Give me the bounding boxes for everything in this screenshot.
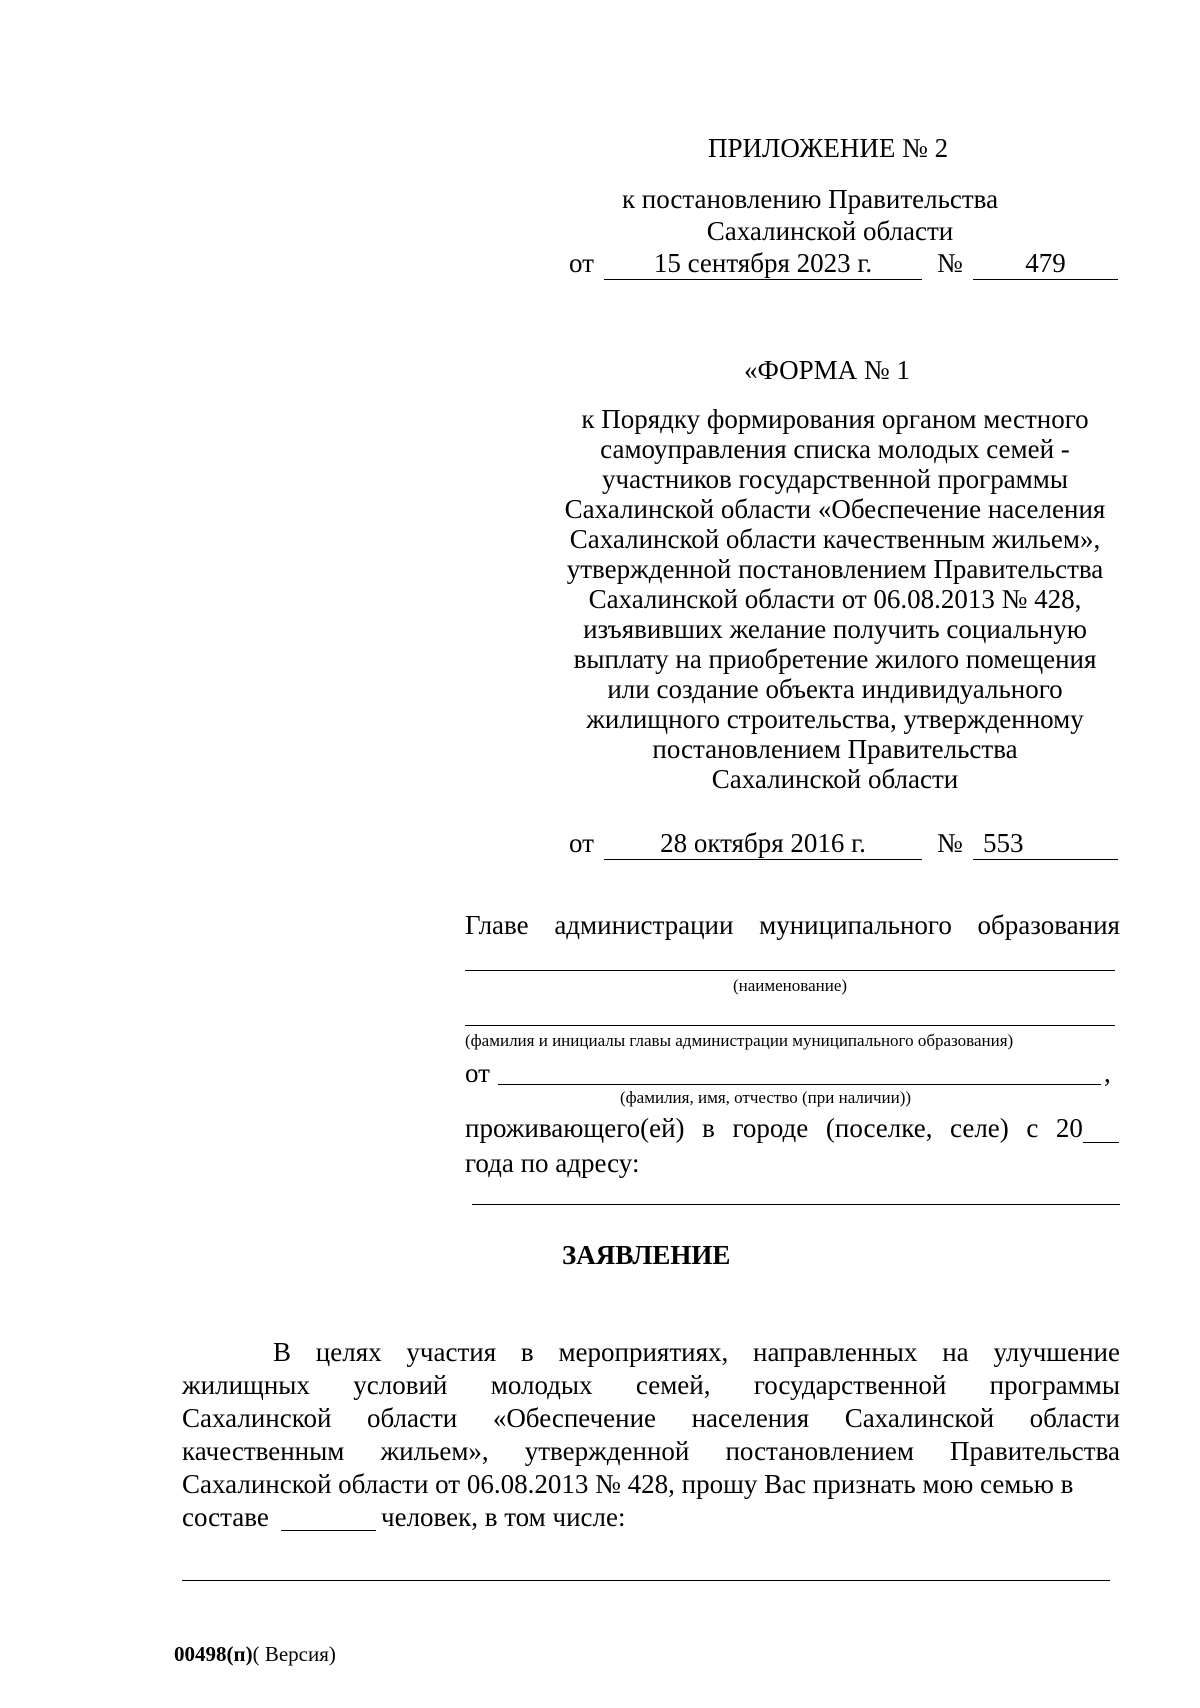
appendix-title: ПРИЛОЖЕНИЕ № 2 — [708, 133, 949, 163]
addressee-line-1 — [465, 910, 1120, 940]
document-code: 00498(п) — [174, 1642, 253, 1666]
paragraph-word: целях — [315, 1337, 382, 1367]
paragraph-word: семей, — [635, 1370, 711, 1400]
paragraph-word: программы — [989, 1370, 1120, 1400]
paragraph-line-6b: человек, в том числе: — [381, 1502, 626, 1532]
paragraph-word: Сахалинской — [182, 1403, 332, 1433]
form-description-line: Сахалинской области — [711, 764, 959, 794]
paragraph-word: направленных — [753, 1337, 918, 1367]
paragraph-word: области — [1029, 1403, 1120, 1433]
form-from-label: от — [569, 828, 594, 858]
form-description-line: Сахалинской области качественным жильем», — [569, 524, 1101, 554]
applicant-from-label: от — [465, 1058, 490, 1088]
header-date-underline — [604, 279, 922, 280]
addressee-word: администрации — [554, 910, 734, 940]
document-footer — [174, 1642, 336, 1666]
paragraph-word: утвержденной — [524, 1436, 690, 1466]
caption-name: (наименование) — [732, 976, 848, 995]
to-decree-line-2: Сахалинской области — [706, 216, 954, 246]
paragraph-word: государственной — [753, 1370, 947, 1400]
document-version: ( Версия) — [252, 1642, 336, 1666]
family-size-field[interactable] — [281, 1530, 376, 1531]
header-number-value: 479 — [1025, 248, 1066, 278]
form-description-line: изъявивших желание получить социальную — [583, 614, 1087, 644]
paragraph-word: постановлением — [725, 1436, 914, 1466]
head-of-administration-field[interactable] — [465, 1025, 1115, 1026]
paragraph-word: в — [520, 1337, 534, 1367]
form-number-label: № — [937, 828, 963, 858]
applicant-fio-field[interactable] — [498, 1084, 1101, 1085]
caption-head: (фамилия и инициалы главы администрации муниципального образования) — [465, 1031, 1014, 1050]
residence-line-2: года по адресу: — [465, 1148, 640, 1178]
residence-word: проживающего(ей) — [465, 1113, 685, 1143]
paragraph-word: «Обеспечение — [492, 1403, 657, 1433]
paragraph-word: условий — [353, 1370, 448, 1400]
residence-word: городе — [732, 1113, 809, 1143]
paragraph-word: на — [942, 1337, 969, 1367]
form-description-line: постановлением Правительства — [652, 734, 1018, 764]
paragraph-line-4 — [182, 1436, 1120, 1466]
form-title: «ФОРМА № 1 — [744, 355, 910, 385]
form-description-line: участников государственной программы — [602, 464, 1068, 494]
residence-word: с — [1026, 1113, 1039, 1143]
residence-line-1 — [465, 1113, 1083, 1143]
form-description-line: утвержденной постановлением Правительства — [566, 554, 1104, 584]
paragraph-word: области — [366, 1403, 458, 1433]
addressee-word: образования — [977, 910, 1120, 940]
form-description-line: к Порядку формирования органом местного — [581, 404, 1089, 434]
paragraph-line-1 — [273, 1337, 1120, 1367]
paragraph-word: жилищных — [182, 1370, 310, 1400]
residence-word: (поселке, — [825, 1113, 933, 1143]
form-description-line: Сахалинской области от 06.08.2013 № 428, — [588, 584, 1082, 614]
paragraph-word: населения — [691, 1403, 810, 1433]
statement-title: ЗАЯВЛЕНИЕ — [562, 1240, 731, 1270]
header-number-underline — [973, 279, 1118, 280]
paragraph-word: улучшение — [993, 1337, 1120, 1367]
addressee-word: Главе — [465, 910, 529, 940]
residence-word: в — [702, 1113, 715, 1143]
paragraph-line-2 — [182, 1370, 1120, 1400]
address-field[interactable] — [472, 1204, 1120, 1205]
paragraph-word: участия — [406, 1337, 497, 1367]
header-from-label: от — [569, 248, 594, 278]
applicant-comma: , — [1104, 1058, 1111, 1088]
form-number-underline — [973, 859, 1118, 860]
family-members-field[interactable] — [182, 1580, 1110, 1581]
header-date-value: 15 сентября 2023 г. — [653, 248, 873, 278]
form-description-line: Сахалинской области «Обеспечение населения — [564, 494, 1106, 524]
addressee-word: муниципального — [759, 910, 952, 940]
caption-fio: (фамилия, имя, отчество (при наличии)) — [620, 1088, 912, 1107]
to-decree-line-1: к постановлению Правительства — [621, 184, 999, 214]
residence-year-field[interactable] — [1083, 1142, 1119, 1143]
paragraph-line-6a: составе — [182, 1502, 269, 1532]
residence-word: 20 — [1055, 1113, 1083, 1143]
paragraph-word: жильем», — [380, 1436, 489, 1466]
paragraph-line-5: Сахалинской области от 06.08.2013 № 428, прошу Вас признать мою семью в — [182, 1469, 1074, 1499]
residence-word: селе) — [950, 1113, 1009, 1143]
form-number-value: 553 — [983, 828, 1024, 858]
form-description-line: самоуправления списка молодых семей - — [600, 434, 1070, 464]
paragraph-word: В — [273, 1337, 292, 1367]
form-description-line: жилищного строительства, утвержденному — [586, 704, 1084, 734]
form-date-value: 28 октября 2016 г. — [660, 828, 866, 858]
form-date-underline — [604, 859, 922, 860]
header-number-label: № — [937, 248, 963, 278]
paragraph-word: мероприятиях, — [558, 1337, 729, 1367]
paragraph-word: Сахалинской — [844, 1403, 995, 1433]
paragraph-line-3 — [182, 1403, 1120, 1433]
form-description — [540, 404, 1130, 794]
form-description-line: или создание объекта индивидуального — [607, 674, 1063, 704]
paragraph-word: молодых — [490, 1370, 593, 1400]
paragraph-word: Правительства — [950, 1436, 1120, 1466]
paragraph-word: качественным — [182, 1436, 345, 1466]
municipality-name-field[interactable] — [465, 970, 1115, 971]
form-description-line: выплату на приобретение жилого помещения — [573, 644, 1097, 674]
